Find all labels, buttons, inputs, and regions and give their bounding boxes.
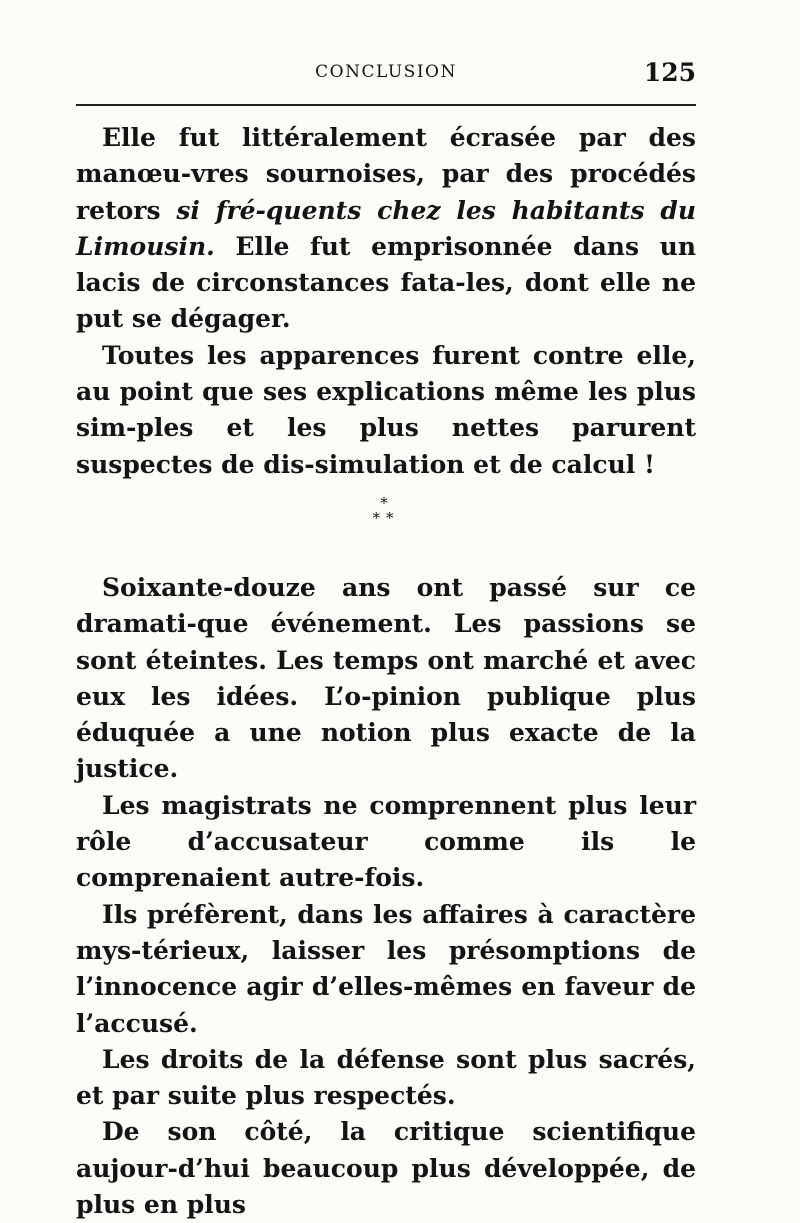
section-1-text [76, 120, 696, 483]
header-rule [76, 104, 696, 106]
paragraph: Les droits de la défense sont plus sacrés, et par suite plus respectés. [76, 1044, 696, 1111]
asterism-separator [364, 496, 404, 530]
running-head [76, 58, 696, 92]
paragraph: Toutes les apparences furent contre elle, au point que ses explications même les plus sim-ples et les plus nettes parurent suspectes de dis-simulation et de calcul ! [76, 340, 696, 479]
asterism-bottom: ** [372, 509, 400, 527]
paragraph: Les magistrats ne comprennent plus leur rôle d’accusateur comme ils le comprenaient autre-fois. [76, 790, 696, 893]
paragraph [76, 120, 696, 338]
page-number: 125 [643, 58, 696, 87]
italic-phrase: si fré-quents chez les habitants du Limousin. [76, 195, 696, 261]
section-2-text [76, 570, 696, 1223]
paragraph: De son côté, la critique scientifique aujour-d’hui beaucoup plus développée, de plus en plus [76, 1117, 696, 1220]
running-title: CONCLUSION [315, 62, 457, 82]
paragraph: Ils préfèrent, dans les affaires à caractère mys-térieux, laisser les présomptions de l’innocence agir d’elles-mêmes en faveur de l’accusé. [76, 899, 696, 1038]
paragraph: Soixante-douze ans ont passé sur ce dramati-que événement. Les passions se sont éteintes. Les temps ont marché et avec eux les idées. L’o-pinion publique plus éduquée a une notion plus exacte de la justice. [76, 573, 696, 784]
paragraph-text: Elle fut emprisonnée dans un lacis de circonstances fata-les, dont elle ne put se dégager. [76, 231, 696, 334]
asterism-top: * [380, 494, 388, 512]
paragraph-text: Elle fut littéralement écrasée par des manœu-vres sournoises, par des procédés retors [76, 123, 696, 225]
